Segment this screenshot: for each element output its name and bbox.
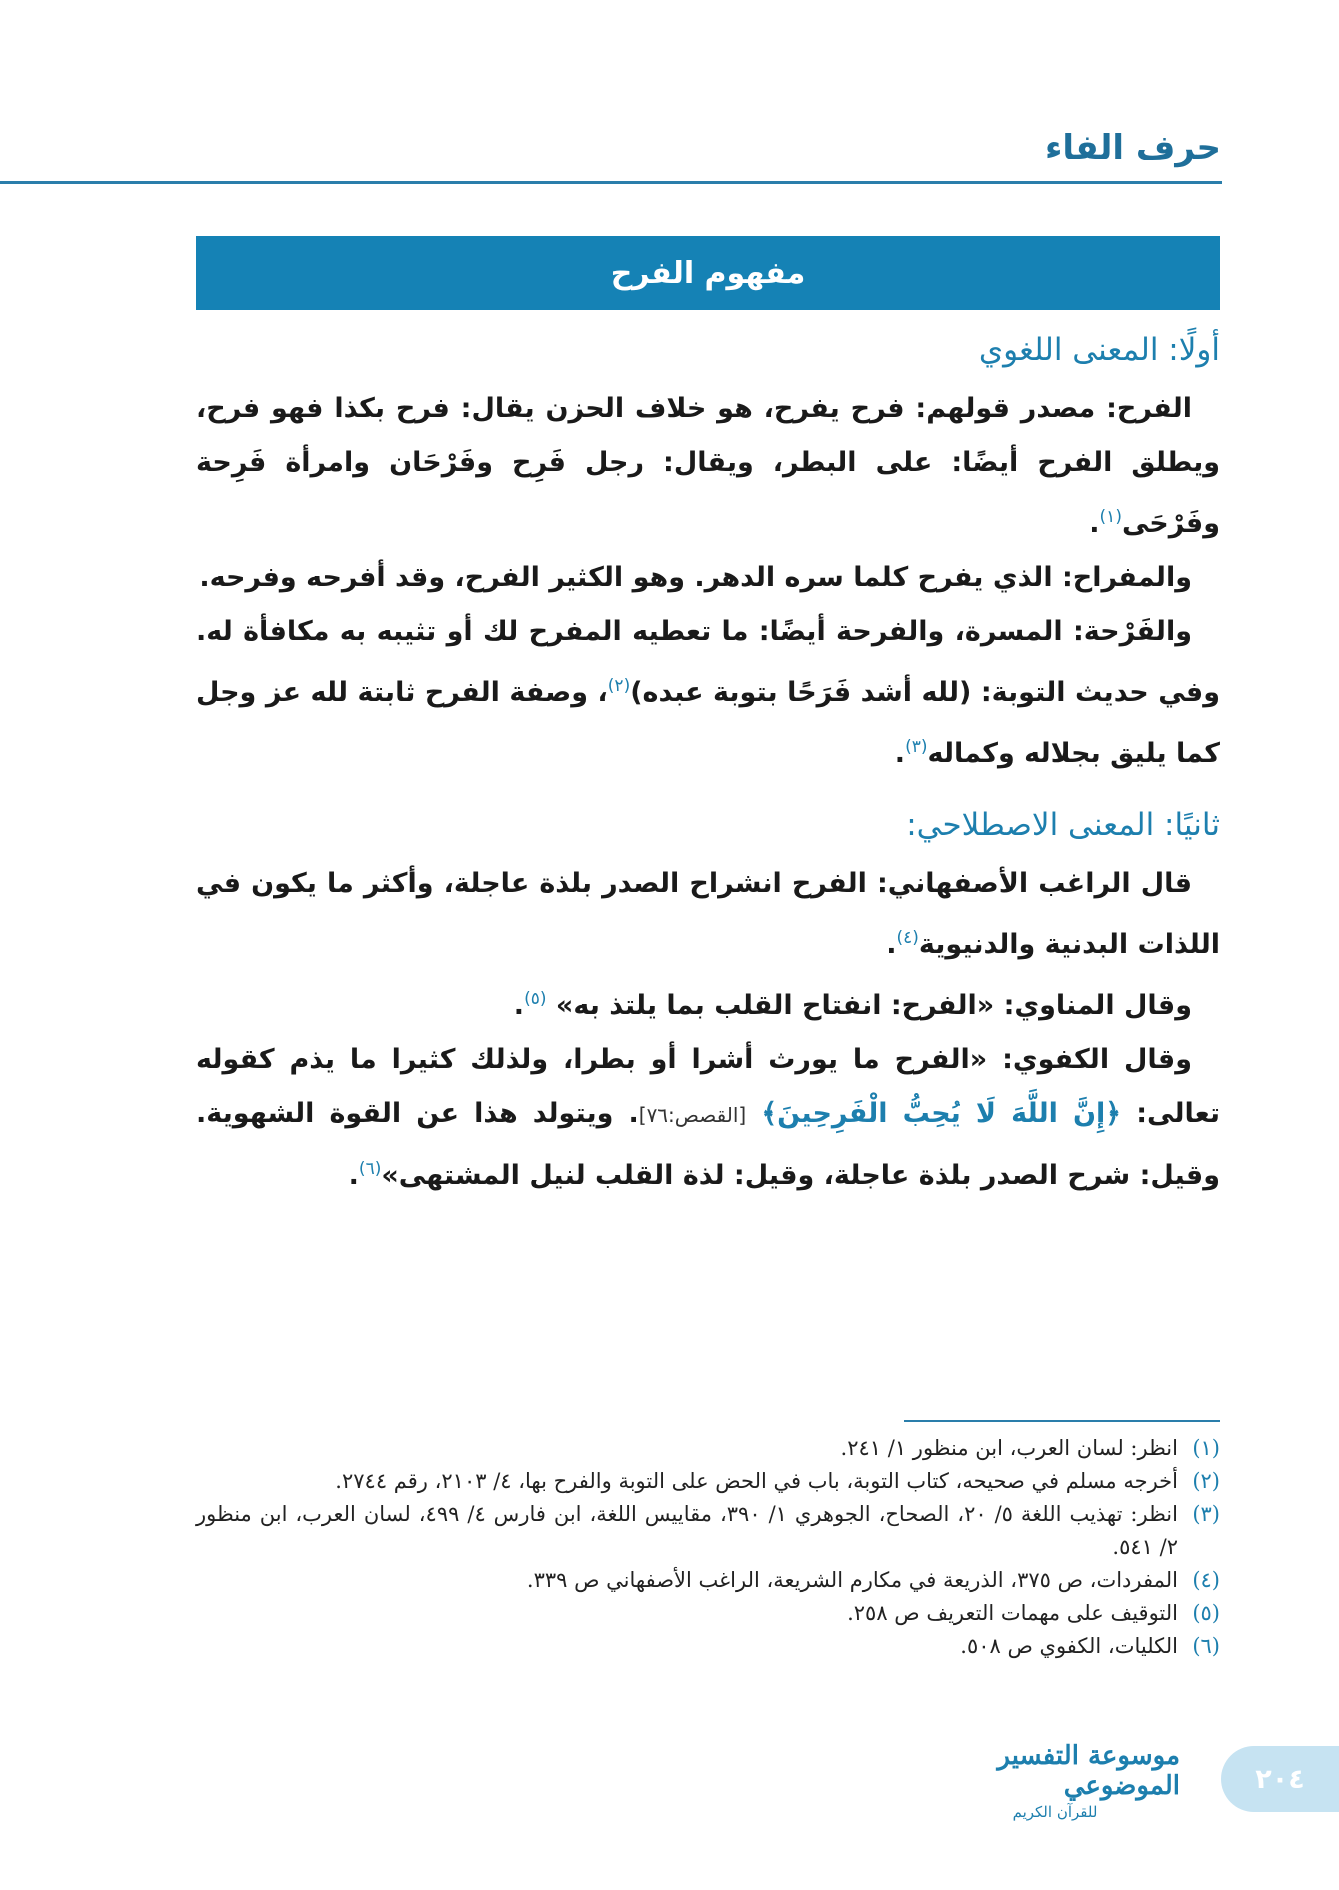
footnote-text: التوقيف على مهمات التعريف ص ٢٥٨. — [847, 1601, 1178, 1625]
terminological-paragraph-1: قال الراغب الأصفهاني: الفرح انشراح الصدر بلذة عاجلة، وأكثر ما يكون في اللذات البدنية والدنيوية$^{(٤)}$. — [196, 868, 1220, 960]
terminological-heading: ثانيًا: المعنى الاصطلاحي: — [906, 807, 1220, 843]
page-number: ٢٠٤ — [1255, 1763, 1305, 1795]
footnote-text: انظر: لسان العرب، ابن منظور ١/ ٢٤١. — [840, 1436, 1178, 1460]
chapter-title: حرف الفاء — [1044, 128, 1221, 168]
footnote-text: المفردات، ص ٣٧٥، الذريعة في مكارم الشريعة، الراغب الأصفهاني ص ٣٣٩. — [526, 1568, 1178, 1592]
footnote-number: (٢) — [1192, 1469, 1220, 1493]
footnotes — [196, 1432, 1220, 1663]
footnote-ref-1[interactable]: (١) — [1099, 507, 1122, 527]
footnote-text: الكليات، الكفوي ص ٥٠٨. — [960, 1634, 1178, 1658]
footnote-item — [196, 1432, 1220, 1465]
header-rule — [0, 181, 1222, 184]
lexical-paragraph-1: الفرح: مصدر قولهم: فرح يفرح، هو خلاف الحزن يقال: فرح بكذا فهو فرح، ويطلق الفرح أيضًا: على البطر، ويقال: رجل فَرِح وفَرْحَان وامرأة فَرِحة وفَرْحَى$^{(١)}$. — [196, 393, 1220, 539]
footnote-item — [196, 1465, 1220, 1498]
encyclopedia-logo — [930, 1738, 1180, 1824]
footnote-ref-6[interactable]: (٦) — [358, 1159, 382, 1179]
footnote-divider — [904, 1420, 1220, 1422]
quran-reference: [القصص:٧٦] — [638, 1103, 747, 1127]
footnote-number: (٥) — [1192, 1601, 1220, 1625]
footnote-number: (١) — [1192, 1436, 1220, 1460]
footnote-ref-5[interactable]: (٥) — [524, 989, 547, 1009]
terminological-paragraph-2: وقال المناوي: «الفرح: انفتاح القلب بما يلتذ به» $^{(٥)}$. — [513, 989, 1192, 1021]
terminological-paragraph-3: وقال الكفوي: «الفرح ما يورث أشرا أو بطرا، ولذلك كثيرا ما يذم كقوله تعالى: ﴿إِنَّ اللَّهَ لَا يُحِبُّ الْفَرِحِينَ﴾ [القصص:٧٦]. ويتولد هذا عن القوة الشهوية. وقيل: شرح الصدر بلذة عاجلة، وقيل: لذة القلب لنيل المشتهى»$^{(٦)}$. — [196, 1044, 1221, 1191]
lexical-paragraph-3: والفَرْحة: المسرة، والفرحة أيضًا: ما تعطيه المفرح لك أو تثيبه به مكافأة له. وفي حديث التوبة: (لله أشد فَرَحًا بتوبة عبده)$^{(٢)}$، وصفة الفرح ثابتة لله عز وجل كما يليق بجلاله وكماله$^{(٣)}$. — [196, 616, 1221, 769]
footnote-item — [196, 1597, 1220, 1630]
logo-title: موسوعة التفسير الموضوعي — [997, 1741, 1180, 1801]
lexical-paragraph-2: والمفراح: الذي يفرح كلما سره الدهر. وهو الكثير الفرح، وقد أفرحه وفرحه. — [199, 562, 1192, 593]
footnote-number: (٦) — [1192, 1634, 1220, 1658]
footnote-text: انظر: تهذيب اللغة ٥/ ٢٠، الصحاح، الجوهري ١/ ٣٩٠، مقاييس اللغة، ابن فارس ٤/ ٤٩٩، لسان العرب، ابن منظور ٢/ ٥٤١. — [196, 1502, 1178, 1559]
logo-subtitle: للقرآن الكريم — [1012, 1803, 1098, 1821]
footnote-item — [196, 1630, 1220, 1663]
footnote-ref-4[interactable]: (٤) — [896, 928, 919, 948]
footnote-number: (٣) — [1192, 1502, 1220, 1526]
footnote-ref-3[interactable]: (٣) — [905, 737, 928, 757]
footnote-text: أخرجه مسلم في صحيحه، كتاب التوبة، باب في الحض على التوبة والفرح بها، ٤/ ٢١٠٣، رقم ٢٧٤٤. — [335, 1469, 1178, 1493]
footnote-item — [196, 1498, 1220, 1564]
main-content — [196, 326, 1220, 1203]
section-title: مفهوم الفرح — [610, 255, 806, 291]
page-number-badge — [1221, 1746, 1339, 1812]
footnote-item — [196, 1564, 1220, 1597]
section-banner — [196, 236, 1220, 310]
footnote-number: (٤) — [1192, 1568, 1220, 1592]
footnote-ref-2[interactable]: (٢) — [607, 676, 631, 696]
quran-verse: ﴿إِنَّ اللَّهَ لَا يُحِبُّ الْفَرِحِينَ﴾ — [761, 1098, 1122, 1129]
lexical-heading: أولًا: المعنى اللغوي — [978, 332, 1220, 368]
